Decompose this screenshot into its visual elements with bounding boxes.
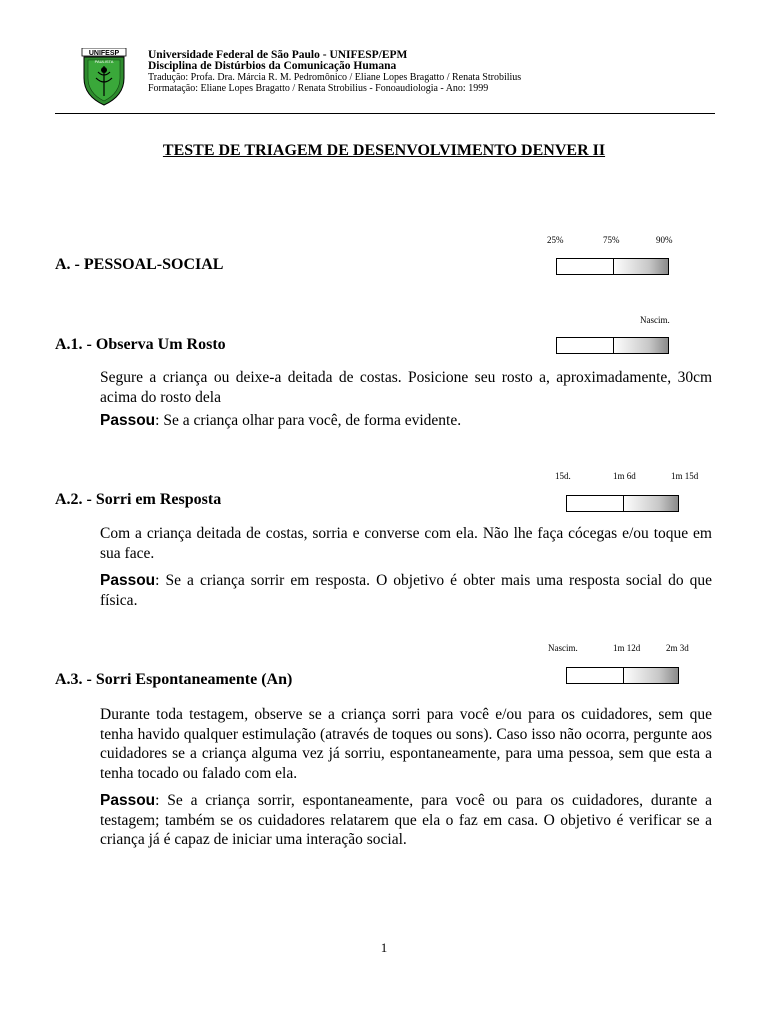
unifesp-logo bbox=[80, 48, 128, 106]
pass-criteria bbox=[100, 791, 712, 850]
age-label-birth: Nascim. bbox=[548, 643, 578, 653]
age-bar bbox=[556, 258, 669, 275]
header-university: Universidade Federal de São Paulo - UNIFESP/EPM bbox=[148, 49, 408, 61]
pass-label: Passou bbox=[100, 412, 156, 429]
header-formatting: Formatação: Eliane Lopes Bragatto / Renata Strobilius - Fonoaudiologia - Ano: 1999 bbox=[148, 83, 489, 94]
logo-text: UNIFESP bbox=[88, 50, 120, 57]
pass-text: : Se a criança olhar para você, de forma evidente. bbox=[155, 412, 462, 429]
logo-sub-text: PAULISTA bbox=[94, 59, 114, 64]
pass-text: : Se a criança sorrir, espontaneamente, para você ou para os cuidadores, durante a testagem; também se os cuidadores relatarem que ela o faz em casa. O objetivo é verificar se a criança já é capaz de iniciar uma interação social. bbox=[100, 792, 712, 848]
header-discipline: Disciplina de Distúrbios da Comunicação Humana bbox=[148, 60, 397, 72]
age-label-2m3d: 2m 3d bbox=[666, 643, 689, 653]
age-bar bbox=[556, 337, 669, 354]
age-label-90: 90% bbox=[656, 235, 673, 245]
age-label-1m15d: 1m 15d bbox=[671, 471, 699, 481]
section-heading-a: A. - PESSOAL-SOCIAL bbox=[55, 256, 224, 273]
age-label-1m12d: 1m 12d bbox=[613, 643, 641, 653]
age-label-25: 25% bbox=[547, 235, 564, 245]
pass-criteria bbox=[100, 411, 712, 431]
instruction-text: Durante toda testagem, observe se a criança sorri para você e/ou para os cuidadores, sem que tenha havido qualquer estimulação (através de toques ou sons). Caso isso não ocorra, pergunte aos cuidadores se a criança alguma vez já sorriu, espontaneamente, para uma pessoa, sem que esta a tenha tocado ou falado com ela. bbox=[100, 706, 712, 782]
document-title: TESTE DE TRIAGEM DE DESENVOLVIMENTO DENVER II bbox=[162, 142, 606, 159]
age-label-1m6d: 1m 6d bbox=[613, 471, 636, 481]
page-number: 1 bbox=[380, 940, 388, 955]
age-label-75: 75% bbox=[603, 235, 620, 245]
section-heading-a2: A.2. - Sorri em Resposta bbox=[55, 491, 222, 508]
pass-label: Passou bbox=[100, 572, 156, 589]
pass-text: : Se a criança sorrir em resposta. O objetivo é obter mais uma resposta social do que física. bbox=[100, 572, 712, 609]
section-heading-a1: A.1. - Observa Um Rosto bbox=[55, 336, 226, 353]
age-label-birth: Nascim. bbox=[640, 315, 670, 325]
age-label-15d: 15d. bbox=[555, 471, 571, 481]
age-bar bbox=[566, 667, 679, 684]
instruction-text: Com a criança deitada de costas, sorria e converse com ela. Não lhe faça cócegas e/ou toque em sua face. bbox=[100, 525, 712, 562]
age-bar bbox=[566, 495, 679, 512]
section-heading-a3: A.3. - Sorri Espontaneamente (An) bbox=[55, 671, 293, 688]
header-translation: Tradução: Profa. Dra. Márcia R. M. Pedromônico / Eliane Lopes Bragatto / Renata Strobilius bbox=[148, 72, 522, 83]
pass-criteria bbox=[100, 571, 712, 610]
pass-label: Passou bbox=[100, 792, 156, 809]
instruction-text: Segure a criança ou deixe-a deitada de costas. Posicione seu rosto a, aproximadamente, 30cm acima do rosto dela bbox=[100, 369, 712, 406]
header-divider bbox=[55, 113, 715, 114]
